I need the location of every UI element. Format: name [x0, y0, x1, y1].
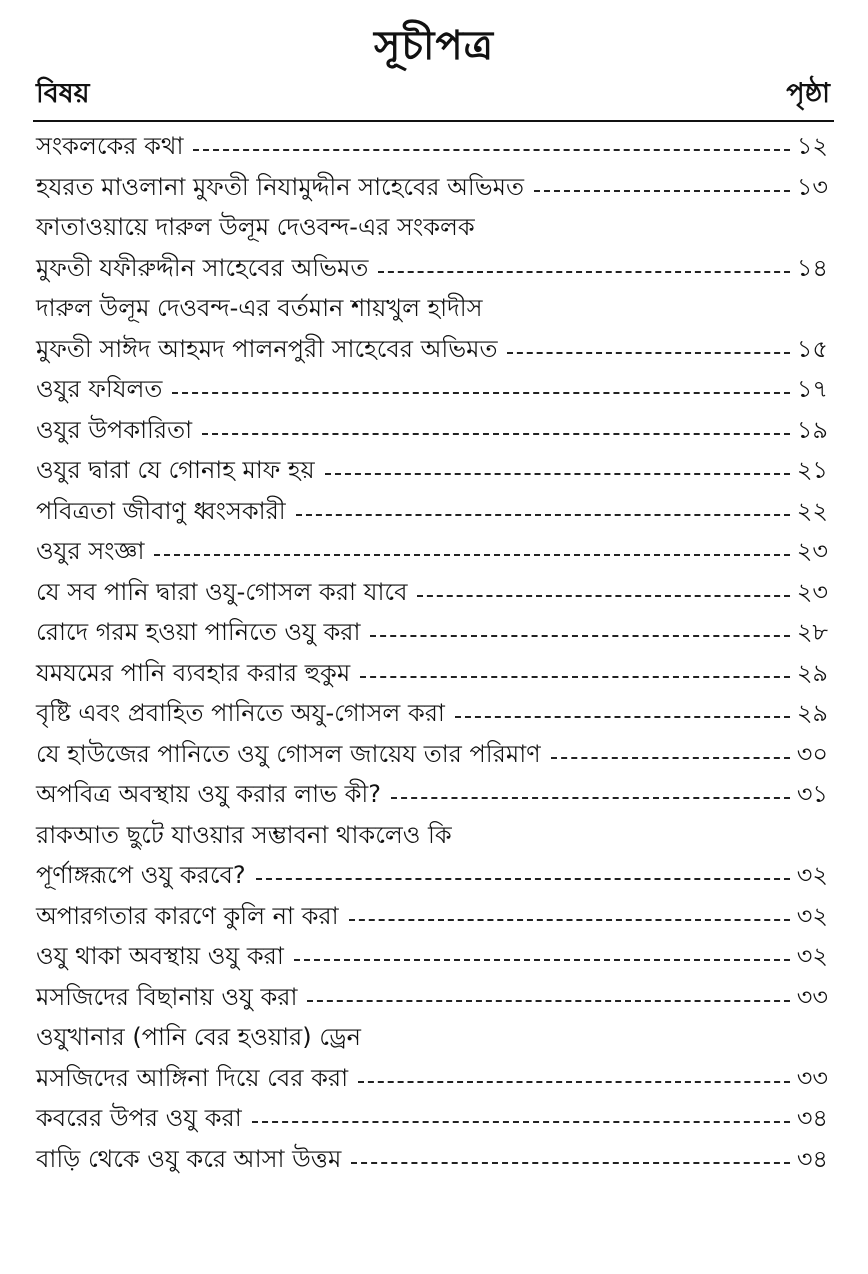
- toc-entry-page-number: ২৯: [796, 699, 828, 728]
- toc-entry: [36, 817, 828, 858]
- toc-entry: [36, 736, 828, 777]
- toc-entry-title: মুফতী সাঈদ আহমদ পালনপুরী সাহেবের অভিমত: [36, 334, 498, 363]
- subject-column-label: বিষয়: [36, 78, 90, 109]
- toc-entry: [36, 169, 828, 210]
- toc-entry-page-number: ২৩: [796, 537, 828, 566]
- toc-entry-page-number: ১৭: [796, 375, 828, 404]
- dotted-leader: [417, 595, 790, 597]
- toc-entry-title: অপবিত্র অবস্থায় ওযু করার লাভ কী?: [36, 780, 381, 809]
- toc-entry-page-number: ১২: [796, 132, 828, 161]
- dotted-leader: [202, 433, 790, 435]
- toc-entry-title: রাকআত ছুটে যাওয়ার সম্ভাবনা থাকলেও কি: [36, 820, 452, 849]
- toc-entry: [36, 493, 828, 534]
- toc-entry-page-number: ২১: [796, 456, 828, 485]
- toc-entry: [36, 614, 828, 655]
- toc-entry-title: সংকলকের কথা: [36, 132, 184, 161]
- dotted-leader: [391, 797, 790, 799]
- toc-entry-title: বৃষ্টি এবং প্রবাহিত পানিতে অযু-গোসল করা: [36, 699, 445, 728]
- toc-entry: [36, 857, 828, 898]
- dotted-leader: [256, 878, 790, 880]
- toc-entry: [36, 1060, 828, 1101]
- dotted-leader: [307, 1000, 790, 1002]
- toc-entry-title: ফাতাওয়ায়ে দারুল উলূম দেওবন্দ-এর সংকলক: [36, 213, 475, 242]
- toc-entry-page-number: ৩০: [796, 739, 828, 768]
- dotted-leader: [294, 959, 790, 961]
- page-title: সূচীপত্র: [374, 23, 494, 69]
- toc-entry-title: যমযমের পানি ব্যবহার করার হুকুম: [36, 658, 351, 687]
- toc-entry-title: মুফতী যফীরুদ্দীন সাহেবের অভিমত: [36, 253, 369, 282]
- toc-entry: [36, 533, 828, 574]
- toc-entry-title: পূর্ণাঙ্গরূপে ওযু করবে?: [36, 861, 246, 890]
- toc-entry: [36, 250, 828, 291]
- toc-entry: [36, 574, 828, 615]
- column-header: [36, 74, 830, 118]
- dotted-leader: [252, 1121, 790, 1123]
- toc-entry-title: যে হাউজের পানিতে ওযু গোসল জায়েয তার পরিমাণ: [36, 739, 541, 768]
- toc-entry-page-number: ৩২: [796, 901, 828, 930]
- header-rule: [33, 120, 834, 122]
- toc-entry-title: ওযুর উপকারিতা: [36, 415, 193, 444]
- toc-entry: [36, 371, 828, 412]
- toc-entry: [36, 128, 828, 169]
- dotted-leader: [193, 149, 790, 151]
- toc-entry-title: হযরত মাওলানা মুফতী নিযামুদ্দীন সাহেবের অভিমত: [36, 172, 524, 201]
- page-column-label: পৃষ্ঠা: [786, 78, 830, 109]
- dotted-leader: [154, 554, 790, 556]
- toc-entry: [36, 776, 828, 817]
- toc-entry-page-number: ২২: [796, 496, 828, 525]
- toc-entry-page-number: ৩৪: [796, 1144, 828, 1173]
- dotted-leader: [325, 473, 790, 475]
- toc-entry-page-number: ১৪: [796, 253, 828, 282]
- toc-entry: [36, 1100, 828, 1141]
- toc-entry-title: বাড়ি থেকে ওযু করে আসা উত্তম: [36, 1144, 342, 1173]
- toc-entry: [36, 209, 828, 250]
- toc-entry-page-number: ২৯: [796, 658, 828, 687]
- dotted-leader: [507, 352, 790, 354]
- toc-entry-page-number: ১৩: [796, 172, 828, 201]
- toc-entry-title: মসজিদের আঙ্গিনা দিয়ে বের করা: [36, 1063, 349, 1092]
- toc-entry-title: যে সব পানি দ্বারা ওযু-গোসল করা যাবে: [36, 577, 408, 606]
- dotted-leader: [378, 271, 790, 273]
- dotted-leader: [360, 676, 790, 678]
- toc-entry: [36, 898, 828, 939]
- toc-entry: [36, 452, 828, 493]
- toc-entry-title: ওযুখানার (পানি বের হওয়ার) ড্রেন: [36, 1023, 361, 1052]
- toc-entry-page-number: ৩৩: [796, 1063, 828, 1092]
- toc-entry-title: পবিত্রতা জীবাণু ধ্বংসকারী: [36, 496, 286, 525]
- toc-entry: [36, 290, 828, 331]
- toc-entry-page-number: ৩২: [796, 942, 828, 971]
- toc-entry-page-number: ২৩: [796, 577, 828, 606]
- toc-entry-page-number: ৩৪: [796, 1104, 828, 1133]
- toc-entry-page-number: ১৫: [796, 334, 828, 363]
- dotted-leader: [296, 514, 790, 516]
- toc-entry-title: ওযুর সংজ্ঞা: [36, 537, 145, 566]
- toc-entry: [36, 331, 828, 372]
- dotted-leader: [172, 392, 790, 394]
- toc-entry-title: ওযুর ফযিলত: [36, 375, 163, 404]
- toc-entry: [36, 1141, 828, 1182]
- toc-entry: [36, 695, 828, 736]
- toc-entry: [36, 655, 828, 696]
- toc-entry-title: ওযুর দ্বারা যে গোনাহ মাফ হয়: [36, 456, 315, 485]
- toc-entry: [36, 1019, 828, 1060]
- dotted-leader: [455, 716, 790, 718]
- toc-entry-page-number: ৩১: [796, 780, 828, 809]
- toc-entry-title: ওযু থাকা অবস্থায় ওযু করা: [36, 942, 284, 971]
- dotted-leader: [358, 1081, 790, 1083]
- dotted-leader: [349, 919, 790, 921]
- toc-entry-title: অপারগতার কারণে কুলি না করা: [36, 901, 339, 930]
- dotted-leader: [551, 757, 790, 759]
- dotted-leader: [534, 190, 790, 192]
- toc-entry-page-number: ২৮: [796, 618, 828, 647]
- toc-entry-title: দারুল উলূম দেওবন্দ-এর বর্তমান শায়খুল হাদীস: [36, 294, 483, 323]
- toc-entry-title: রোদে গরম হওয়া পানিতে ওযু করা: [36, 618, 361, 647]
- dotted-leader: [370, 635, 790, 637]
- toc-entry-page-number: ১৯: [796, 415, 828, 444]
- toc-entry-title: মসজিদের বিছানায় ওযু করা: [36, 982, 298, 1011]
- toc-entry-page-number: ৩৩: [796, 982, 828, 1011]
- toc-entry: [36, 938, 828, 979]
- dotted-leader: [351, 1162, 790, 1164]
- toc-list: [36, 128, 828, 1181]
- toc-entry: [36, 412, 828, 453]
- toc-entry: [36, 979, 828, 1020]
- toc-entry-page-number: ৩২: [796, 861, 828, 890]
- toc-entry-title: কবরের উপর ওযু করা: [36, 1104, 242, 1133]
